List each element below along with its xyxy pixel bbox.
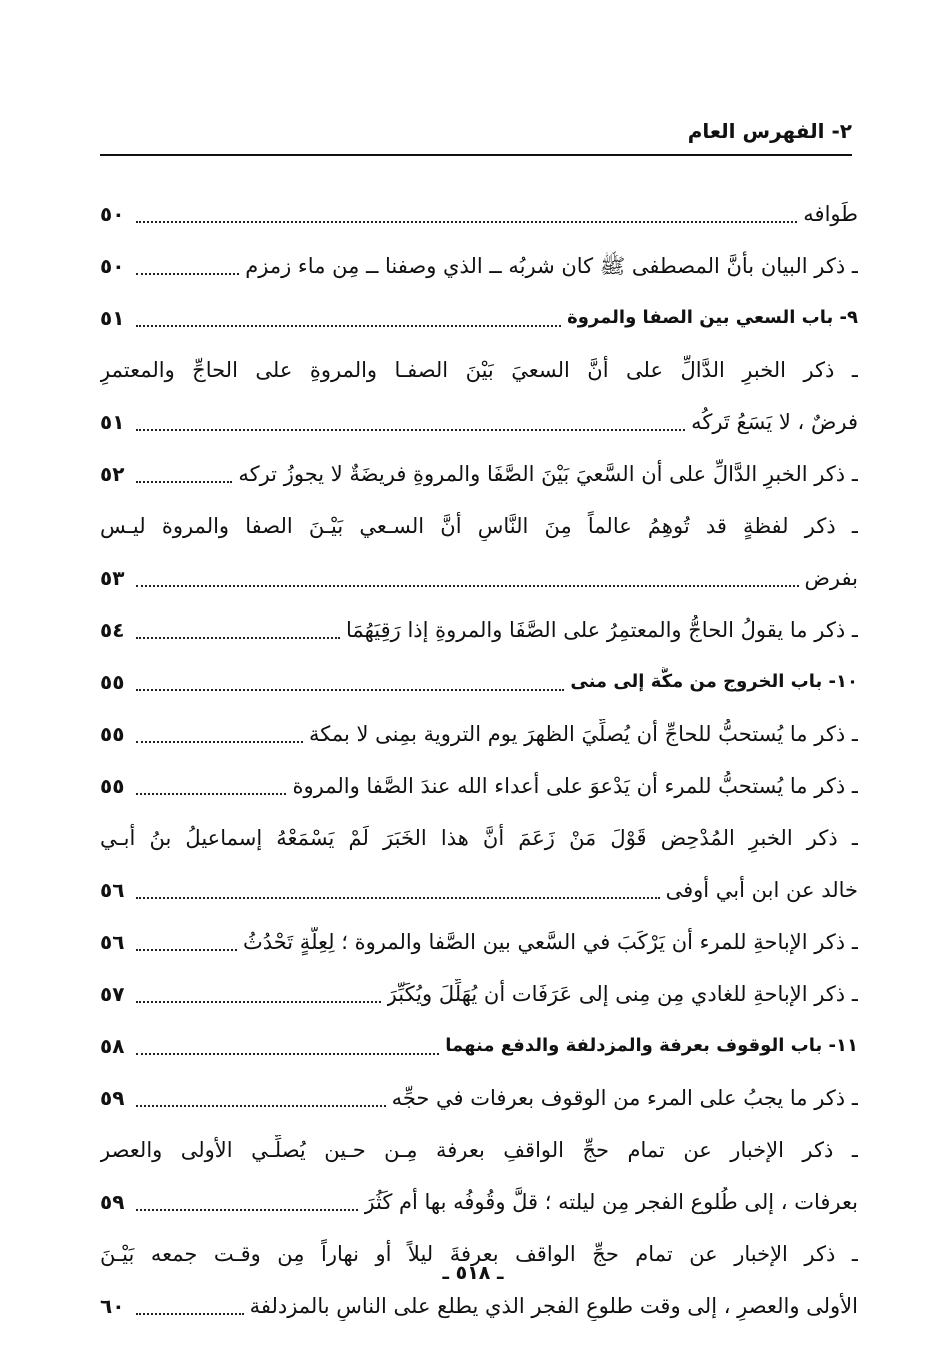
toc-dot-leader — [136, 221, 797, 223]
toc-page-number: ٥٠ — [100, 202, 125, 226]
toc-page-number: ٥٣ — [100, 566, 125, 590]
toc-page-number: ٥٨ — [100, 1034, 125, 1058]
toc-entry-text: طَوافه — [803, 202, 858, 226]
toc-entry-line — [100, 396, 858, 448]
toc-entry-text: فرضٌ ، لا يَسَعُ تَركُه — [691, 410, 858, 434]
toc-dot-leader — [136, 793, 286, 795]
toc-section-heading — [100, 1020, 858, 1072]
running-header — [100, 115, 852, 155]
toc-page-number: ٥٢ — [100, 462, 125, 486]
toc-entry-line — [100, 344, 858, 396]
toc-entry-line — [100, 1176, 858, 1228]
toc-entry-text: ـ ذكر ما يُستحبُّ للحاجِّ أن يُصلِّيَ الظهرَ يوم التروية بمِنى لا بمكة — [308, 722, 858, 746]
toc-entry-line — [100, 760, 858, 812]
page-number: ـ ٥١٨ ـ — [442, 1262, 504, 1284]
toc-entry-text: بفرض — [804, 566, 858, 590]
toc-page-number: ٥٥ — [100, 670, 125, 694]
header-title: ٢- الفهرس العام — [687, 119, 852, 143]
toc-dot-leader — [136, 689, 564, 691]
toc-entry-text: ـ ذكر البيان بأنَّ المصطفى ﷺ كان شربُه ــ الذي وصفنا ــ مِن ماء زمزم — [245, 254, 858, 278]
toc-entry-line — [100, 552, 858, 604]
toc-entry-line — [100, 1072, 858, 1124]
toc-dot-leader — [136, 949, 237, 951]
toc-entry-text: ـ ذكر الإخبار عن تمام حجِّ الواقف بعرفةَ ليلاً أو نهاراً مِن وقـت جمعه بَيْـنَ — [100, 1242, 858, 1266]
toc-page-number: ٥٦ — [100, 930, 125, 954]
toc-dot-leader — [136, 325, 561, 327]
toc-entry-text: ٩- باب السعي بين الصفا والمروة — [567, 307, 858, 328]
toc-dot-leader — [136, 481, 232, 483]
toc-entry-line — [100, 812, 858, 864]
toc-dot-leader — [136, 273, 239, 275]
toc-entry-line — [100, 604, 858, 656]
toc-entry-text: ـ ذكر الخبرِ الدَّالِّ على أنَّ السعيَ بَيْنَ الصفـا والمروةِ على الحاجِّ والمعتمرِ — [100, 358, 858, 382]
toc-entry-text: بعرفات ، إلى طُلوع الفجر مِن ليلته ؛ قلَّ وقُوفُه بها أم كَثُرَ — [364, 1190, 858, 1214]
toc-entry-line — [100, 188, 858, 240]
toc-page-number: ٥٥ — [100, 722, 125, 746]
toc-page-number: ٥٩ — [100, 1086, 125, 1110]
toc-entry-line — [100, 500, 858, 552]
toc-dot-leader — [136, 1001, 381, 1003]
toc-entry-text: ـ ذكر ما يُستحبُّ للمرء أن يَدْعوَ على أعداء الله عندَ الصَّفا والمروة — [292, 774, 858, 798]
toc-entry-text: الأولى والعصرِ ، إلى وقت طلوعِ الفجر الذي يطلع على الناسِ بالمزدلفة — [249, 1294, 858, 1318]
toc-page-number: ٥٥ — [100, 774, 125, 798]
toc-entry-line — [100, 240, 858, 292]
toc-dot-leader — [136, 897, 660, 899]
toc-page-number: ٥٠ — [100, 254, 125, 278]
toc-dot-leader — [136, 1209, 358, 1211]
toc-dot-leader — [136, 585, 799, 587]
toc-dot-leader — [136, 429, 685, 431]
toc-entry-line — [100, 448, 858, 500]
toc-entry-text: ١٠- باب الخروج من مكَّة إلى منى — [570, 671, 858, 692]
toc-page-number: ٦٠ — [100, 1294, 125, 1318]
toc-page-number: ٥٩ — [100, 1190, 125, 1214]
toc-section-heading — [100, 292, 858, 344]
toc-entry-text: ـ ذكر الخبرِ الدَّالِّ على أن السَّعيَ بَيْنَ الصَّفَا والمروةِ فريضَةٌ لا يجوزُ تركه — [238, 462, 858, 486]
toc-entry-text: ـ ذكر الإباحةِ للمرء أن يَرْكَبَ في السَّعي بين الصَّفا والمروة ؛ لِعِلَّةٍ تَحْدُثُ — [242, 930, 858, 954]
toc-page-number: ٥٦ — [100, 878, 125, 902]
toc-dot-leader — [136, 637, 340, 639]
toc-page-number: ٥١ — [100, 410, 125, 434]
toc-entry-text: ـ ذكر لفظةٍ قد تُوهِمُ عالماً مِنَ النَّاسِ أنَّ السـعي بَيْـنَ الصفا والمروة ليـس — [100, 514, 858, 538]
toc-dot-leader — [136, 1313, 244, 1315]
toc-entry-text: ـ ذكر الإخبار عن تمام حجِّ الواقفِ بعرفة مِـن حـين يُصلِّـي الأولى والعصر — [100, 1138, 858, 1162]
toc-entry-text: خالد عن ابن أبي أوفى — [665, 878, 858, 902]
toc-entry-line — [100, 864, 858, 916]
toc-entry-line — [100, 1124, 858, 1176]
toc-page-number: ٥٤ — [100, 618, 125, 642]
toc-entry-line — [100, 1280, 858, 1332]
toc-section-heading — [100, 656, 858, 708]
toc-entry-line — [100, 968, 858, 1020]
toc-entry-text: ـ ذكر الإباحةِ للغادي مِن مِنى إلى عَرَفَات أن يُهَلِّلَ ويُكَبِّرَ — [386, 982, 858, 1006]
toc-entry-line — [100, 708, 858, 760]
toc-entry-text: ـ ذكر الخبرِ المُدْحِض قَوْلَ مَنْ زَعَمَ أنَّ هذا الخَبَرَ لَمْ يَسْمَعْهُ إسماعيلُ بنُ أبـي — [100, 826, 858, 850]
table-of-contents — [100, 188, 858, 1332]
toc-entry-text: ـ ذكر ما يقولُ الحاجُّ والمعتمِرُ على الصَّفَا والمروةِ إذا رَقِيَهُمَا — [346, 618, 858, 642]
toc-entry-text: ـ ذكر ما يجبُ على المرء من الوقوف بعرفات في حجِّه — [391, 1086, 858, 1110]
toc-entry-text: ١١- باب الوقوف بعرفة والمزدلفة والدفع منهما — [445, 1035, 858, 1056]
toc-page-number: ٥١ — [100, 306, 125, 330]
toc-dot-leader — [136, 1105, 386, 1107]
toc-entry-line — [100, 916, 858, 968]
toc-page-number: ٥٧ — [100, 982, 125, 1006]
toc-dot-leader — [136, 1053, 439, 1055]
toc-dot-leader — [136, 741, 303, 743]
header-rule — [100, 154, 852, 156]
